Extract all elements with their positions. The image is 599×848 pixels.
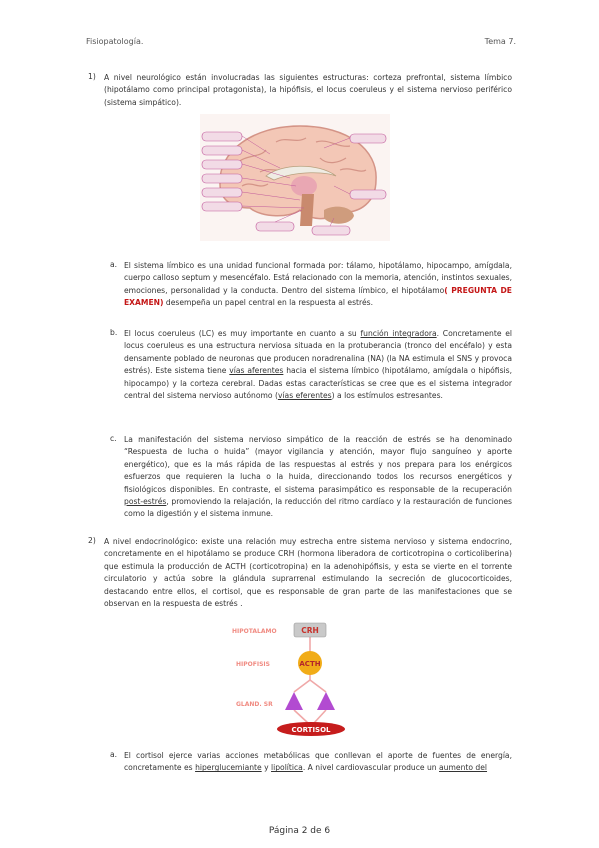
header-subject: Fisiopatología. xyxy=(86,37,144,46)
exam-question-highlight: ( PREGUNTA DE EXAMEN) xyxy=(124,285,512,308)
connector-line xyxy=(294,680,310,692)
sub-letter: c. xyxy=(110,434,117,443)
underlined-term: vías eferentes xyxy=(277,391,332,401)
sub-letter: a. xyxy=(110,750,118,759)
acth-text: ACTH xyxy=(299,660,321,668)
connector-line xyxy=(294,710,308,723)
sub-letter: a. xyxy=(110,260,118,269)
sub-b-text xyxy=(124,328,512,402)
sub-c-text xyxy=(124,434,512,521)
brain-figure xyxy=(200,114,390,241)
sub-2a-text xyxy=(124,750,512,775)
underlined-term: vías aferentes xyxy=(229,366,284,376)
connector-line xyxy=(310,680,326,692)
connector-line xyxy=(314,710,326,723)
gland-sr-label: GLAND. SR xyxy=(236,701,273,708)
adrenal-triangle-left xyxy=(285,692,303,710)
adrenal-triangle-right xyxy=(317,692,335,710)
sub-2a-text-1: El cortisol ejerce varias acciones metabólicas que conllevan el aporte de fuentes de energía, concretamente es xyxy=(124,751,512,773)
sub-b-text-4: ) a los estímulos estresantes. xyxy=(331,391,443,401)
sub-a-text xyxy=(124,260,512,310)
hpa-axis-diagram xyxy=(230,618,370,740)
sub-b-text-2: . Concretamente el locus coeruleus es una estructura nerviosa situada en la protuberancia (tronco del encéfalo) y esta densamente poblado de neuronas que producen noradrenalina (NA) (la NA estimula el SNS y provoca estrés). Este sistema tiene xyxy=(124,329,512,376)
sub-2a-text-2: y xyxy=(261,763,272,773)
sub-c-text-2: , promoviendo la relajación, la reducción del ritmo cardíaco y la restauración de funciones como la digestión y el sistema inmune. xyxy=(124,497,512,519)
item1-text: A nivel neurológico están involucradas las siguientes estructuras: corteza prefrontal, sistema límbico (hipotálamo como principal protagonista), la hipófisis, el locus coeruleus y el sistema nervioso periférico (sistema simpático). xyxy=(104,73,512,107)
item-number: 2) xyxy=(88,536,96,545)
hipotalamo-label: HIPOTALAMO xyxy=(232,628,277,635)
item2-text: A nivel endocrinológico: existe una relación muy estrecha entre sistema nervioso y sistema endocrino, concretamente en el hipotálamo se produce CRH (hormona liberadora de corticotropina o corticoliberina) que estimula la producción de ACTH (corticotropina) en la adenohipófisis, y esta se vierte en el torrente circulatorio y actúa sobre la glándula suprarrenal estimulando la secreción de glucocorticoides, destacando entre ellos, el cortisol, que es responsable de gran parte de las manifestaciones que se observan en la respuesta de estrés . xyxy=(104,537,512,609)
underlined-term: post-estrés xyxy=(124,497,167,507)
underlined-term: aumento del xyxy=(439,763,488,773)
underlined-term: función integradora xyxy=(360,329,437,338)
sub-letter: b. xyxy=(110,328,118,337)
sub-a-text-2: desempeña un papel central en la respuesta al estrés. xyxy=(163,298,374,308)
sub-b-text-1: El locus coeruleus (LC) es muy importante en cuanto a su xyxy=(124,329,361,338)
hpa-axis-svg xyxy=(230,618,370,740)
item-number: 1) xyxy=(88,72,96,81)
hipofisis-label: HIPOFISIS xyxy=(236,661,270,668)
underlined-term: lipolítica xyxy=(271,763,303,773)
header-topic: Tema 7. xyxy=(484,37,516,46)
brain-sagittal-illustration-icon xyxy=(200,114,390,241)
underlined-term: hiperglucemiante xyxy=(195,763,262,773)
sub-c-text-1: La manifestación del sistema nervioso simpático de la reacción de estrés se ha denominado “Respuesta de lucha o huida” (mayor vigilancia y atención, mayor flujo sanguíneo y aporte energético), que es la más rápida de las respuestas al estrés y nos prepara para los enérgicos esfuerzos que requieren la lucha o la huida, direccionando todos los recursos energéticos y fisiológicos disponibles. En contraste, el sistema parasimpático es responsable de la recuperación xyxy=(124,435,512,494)
cortisol-text: CORTISOL xyxy=(291,726,331,734)
sub-b-text-3: hacia el sistema límbico (hipotálamo, amígdala o hipófisis, hipocampo) y la corteza cerebral. Dadas estas características se cree que es el sistema integrador central del sistema nervioso autónomo ( xyxy=(124,366,513,401)
crh-text: CRH xyxy=(301,626,319,635)
sub-2a-text-3: . A nivel cardiovascular produce un xyxy=(302,763,440,773)
sub-a-text-1: El sistema límbico es una unidad funcional formada por: tálamo, hipotálamo, hipocampo, amígdala, cuerpo calloso septum y mesencéfalo. Está relacionado con la memoria, atención, instintos sexuales, emociones, personalidad y la conducta. Dentro del sistema límbico, el hipotálamo xyxy=(124,261,512,295)
page-number-footer: Página 2 de 6 xyxy=(268,826,331,836)
